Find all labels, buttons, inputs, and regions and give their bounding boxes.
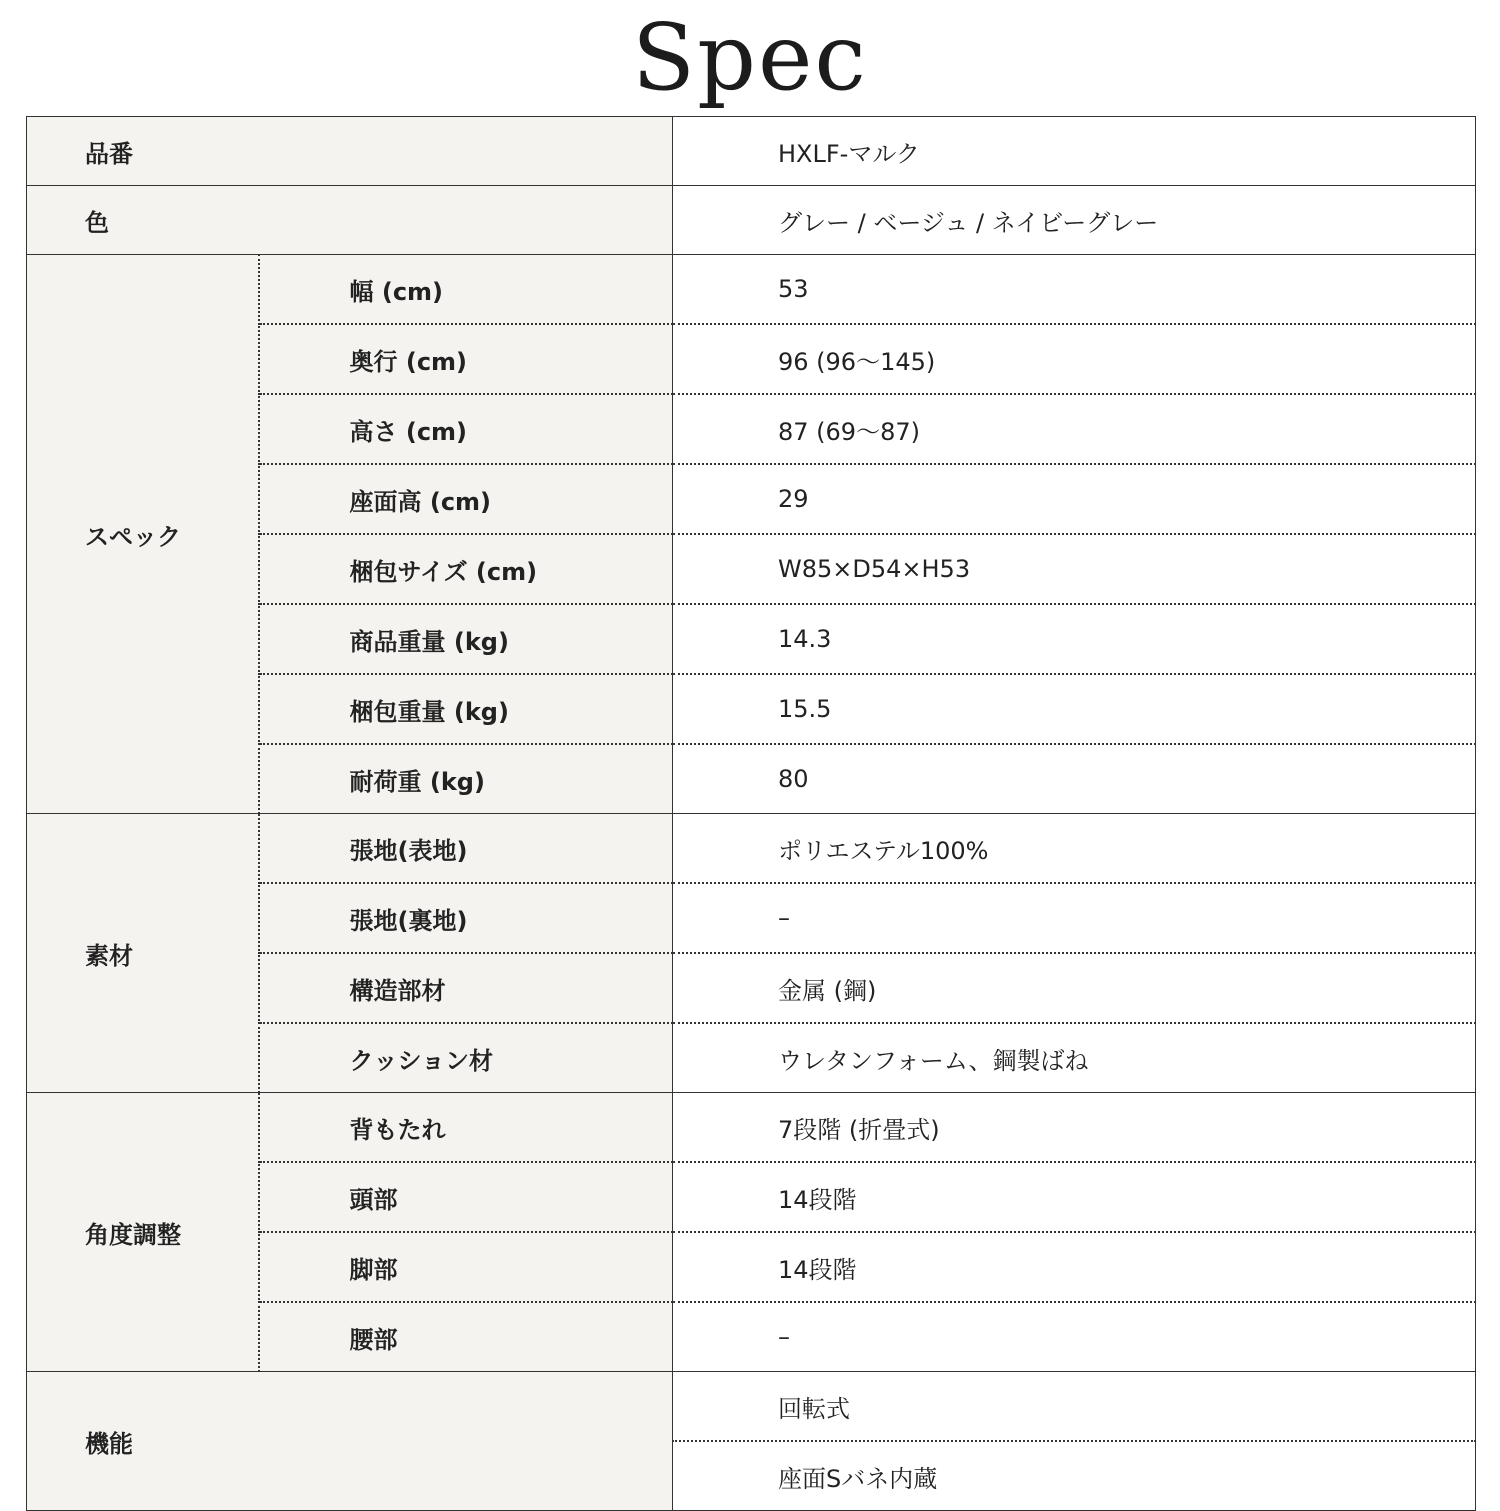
table-row bbox=[27, 1093, 1476, 1163]
table-row bbox=[27, 255, 1476, 325]
group-label-spec: スペック bbox=[27, 255, 259, 814]
spec-label: 高さ (cm) bbox=[259, 394, 673, 464]
table-row bbox=[27, 1372, 1476, 1442]
spec-table bbox=[26, 116, 1476, 1511]
material-value: ウレタンフォーム、鋼製ばね bbox=[673, 1023, 1476, 1093]
spec-label: 奥行 (cm) bbox=[259, 324, 673, 394]
function-value: 回転式 bbox=[673, 1372, 1476, 1442]
angle-value: 14段階 bbox=[673, 1232, 1476, 1302]
material-label: クッション材 bbox=[259, 1023, 673, 1093]
spec-label: 座面高 (cm) bbox=[259, 464, 673, 534]
material-label: 張地(表地) bbox=[259, 814, 673, 884]
spec-value: 96 (96〜145) bbox=[673, 324, 1476, 394]
angle-label: 脚部 bbox=[259, 1232, 673, 1302]
angle-value: 7段階 (折畳式) bbox=[673, 1093, 1476, 1163]
spec-value: 29 bbox=[673, 464, 1476, 534]
table-row bbox=[27, 117, 1476, 186]
spec-label: 商品重量 (kg) bbox=[259, 604, 673, 674]
group-label-angle: 角度調整 bbox=[27, 1093, 259, 1372]
spec-value: W85×D54×H53 bbox=[673, 534, 1476, 604]
spec-label: 幅 (cm) bbox=[259, 255, 673, 325]
function-value: 座面Sバネ内蔵 bbox=[673, 1441, 1476, 1511]
page-title: Spec bbox=[632, 4, 868, 111]
spec-value: 15.5 bbox=[673, 674, 1476, 744]
material-value: ポリエステル100% bbox=[673, 814, 1476, 884]
spec-label: 梱包重量 (kg) bbox=[259, 674, 673, 744]
spec-label: 梱包サイズ (cm) bbox=[259, 534, 673, 604]
row-label-hinban: 品番 bbox=[27, 117, 673, 186]
spec-value: 87 (69〜87) bbox=[673, 394, 1476, 464]
material-value: 金属 (鋼) bbox=[673, 953, 1476, 1023]
spec-value: 80 bbox=[673, 744, 1476, 814]
row-value-hinban: HXLF-マルク bbox=[673, 117, 1476, 186]
group-label-function: 機能 bbox=[27, 1372, 673, 1511]
row-value-color: グレー / ベージュ / ネイビーグレー bbox=[673, 186, 1476, 255]
spec-label: 耐荷重 (kg) bbox=[259, 744, 673, 814]
material-value: – bbox=[673, 883, 1476, 953]
material-label: 構造部材 bbox=[259, 953, 673, 1023]
table-row bbox=[27, 814, 1476, 884]
group-label-material: 素材 bbox=[27, 814, 259, 1093]
angle-label: 腰部 bbox=[259, 1302, 673, 1372]
angle-value: 14段階 bbox=[673, 1162, 1476, 1232]
spec-value: 14.3 bbox=[673, 604, 1476, 674]
spec-value: 53 bbox=[673, 255, 1476, 325]
table-row bbox=[27, 186, 1476, 255]
row-label-color: 色 bbox=[27, 186, 673, 255]
angle-value: – bbox=[673, 1302, 1476, 1372]
angle-label: 背もたれ bbox=[259, 1093, 673, 1163]
angle-label: 頭部 bbox=[259, 1162, 673, 1232]
material-label: 張地(裏地) bbox=[259, 883, 673, 953]
